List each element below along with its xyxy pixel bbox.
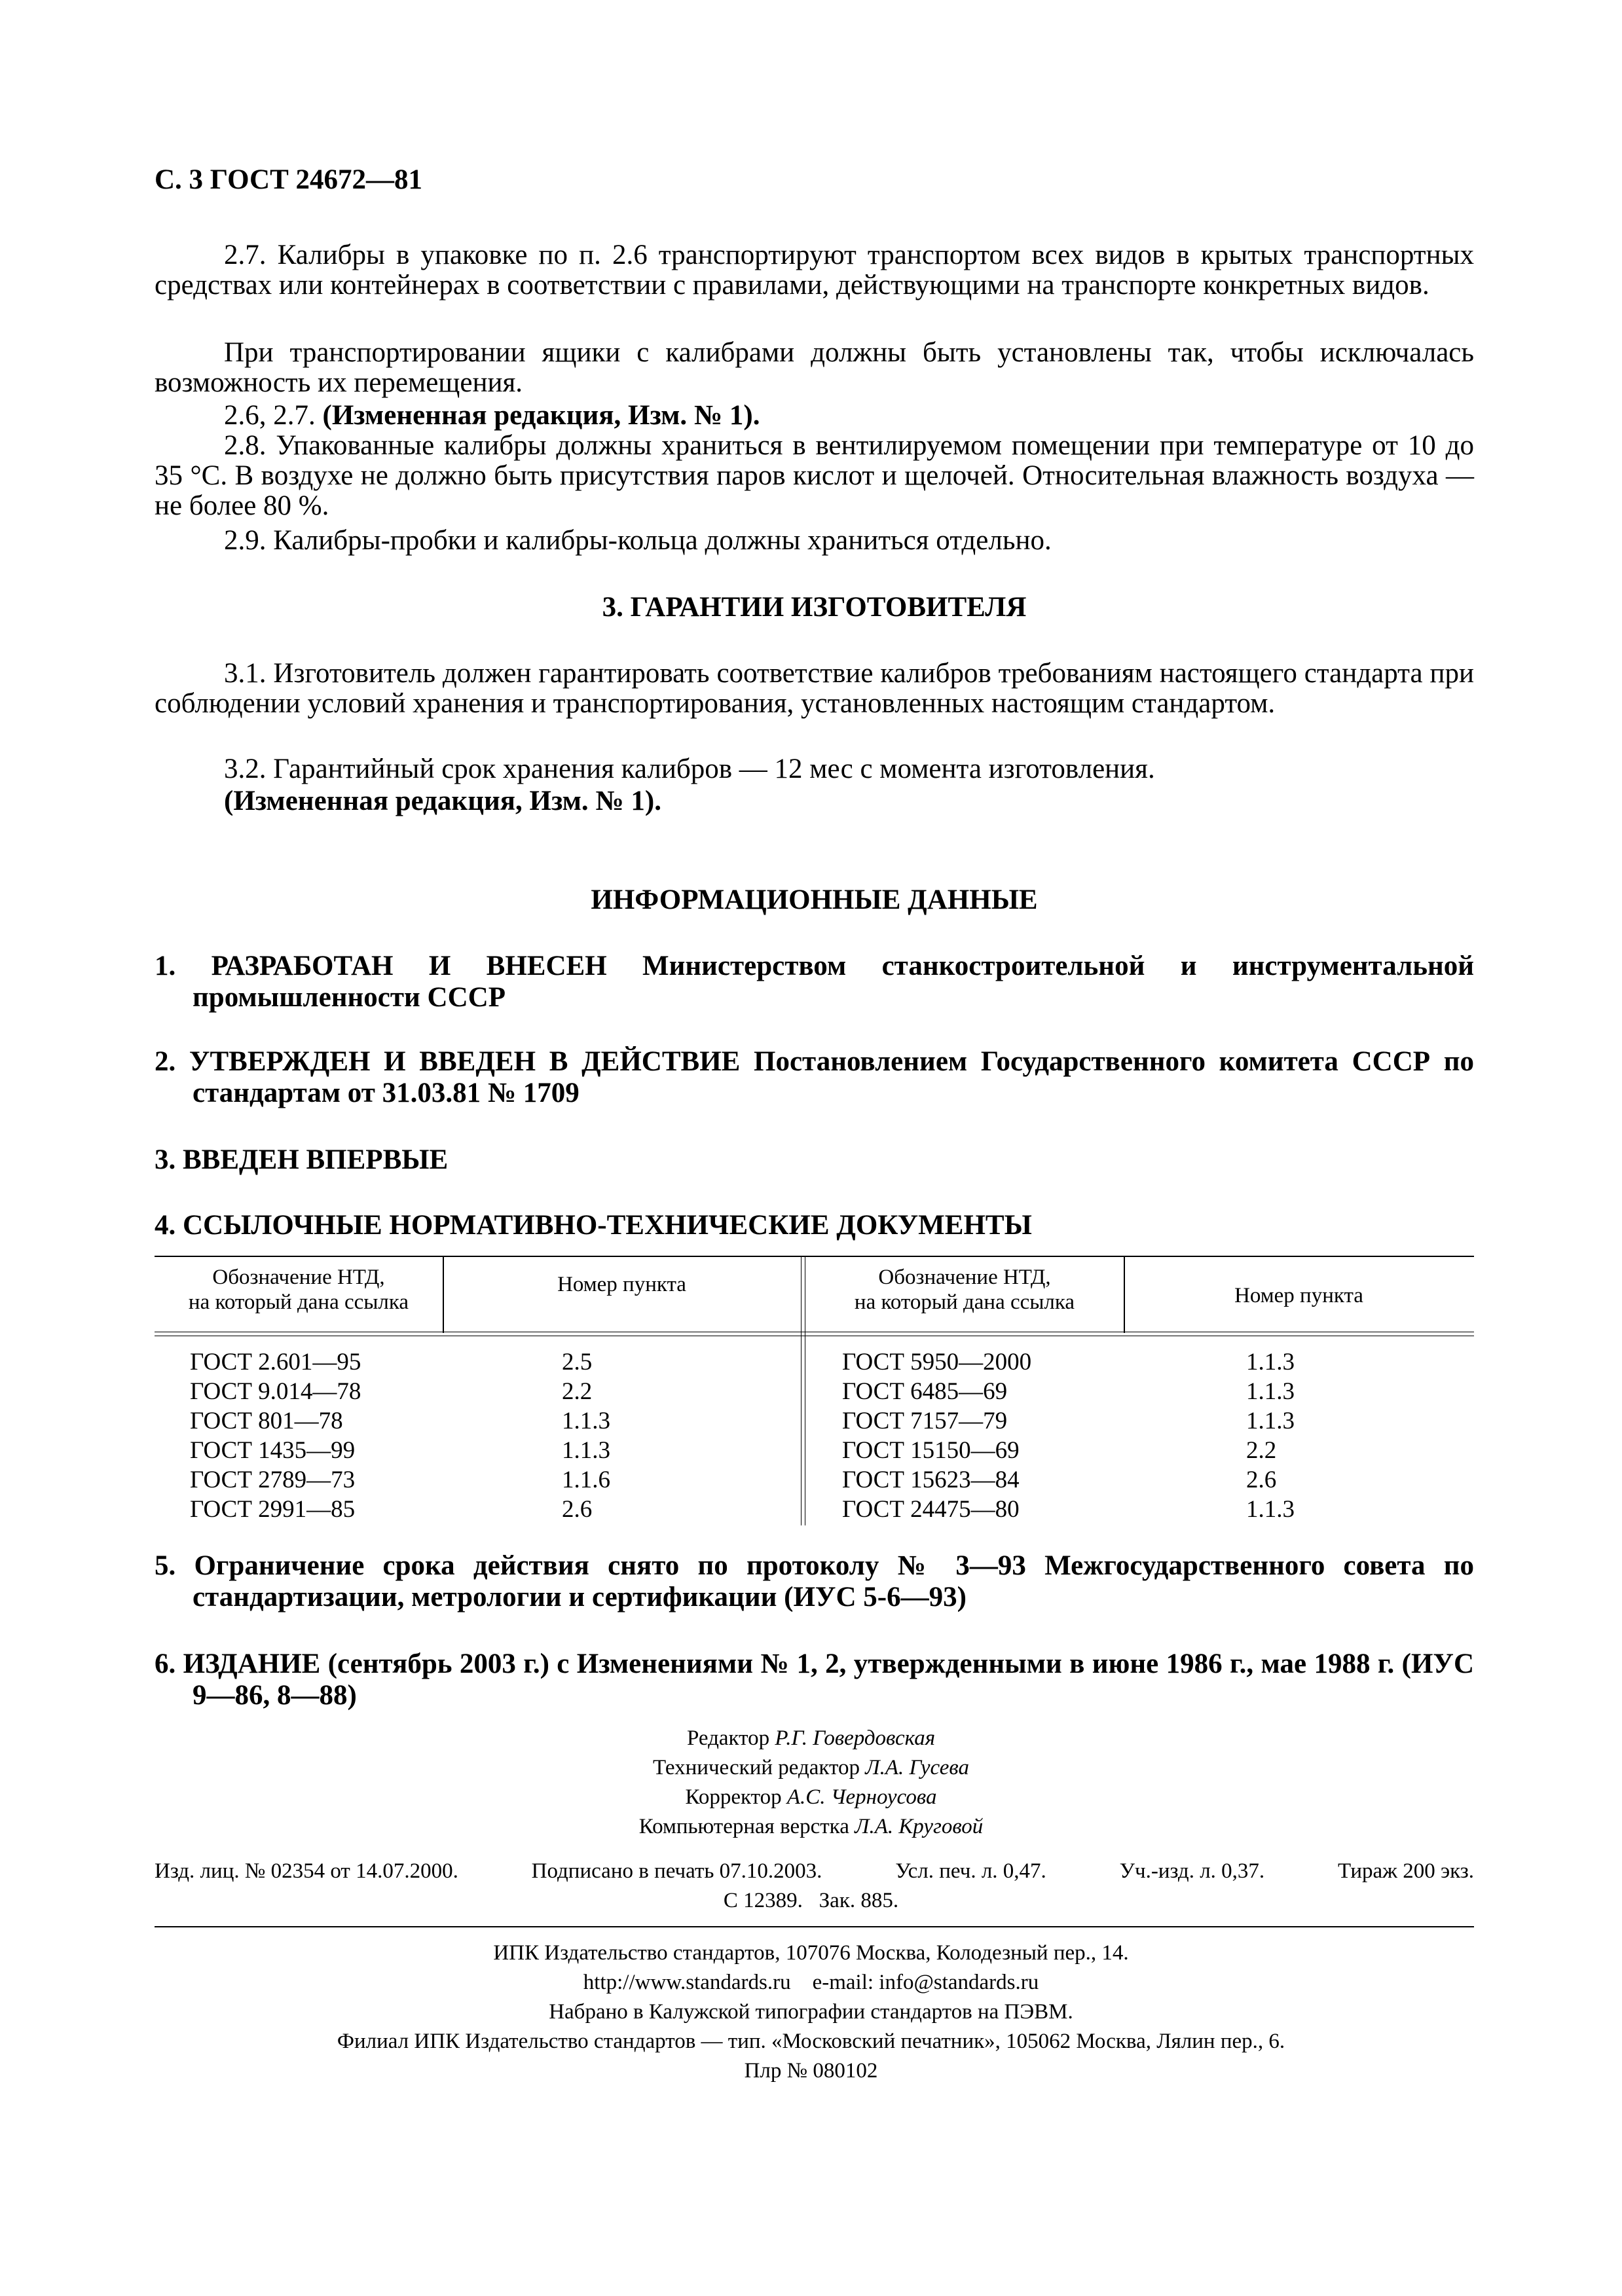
column-right-docs — [842, 1347, 1031, 1524]
imprint-signed: Подписано в печать 07.10.2003. — [531, 1859, 822, 1883]
credit-corrector: Корректор А.С. Черноусова — [685, 1785, 937, 1809]
paragraph-2-7: 2.7. Калибры в упаковке по п. 2.6 транспортируют транспортом всех видов в крытых транспортных средствах или контейнерах в соответствии с правилами, действующими на транспорте конкретных видов. — [155, 240, 1474, 301]
footer-rule — [155, 1926, 1474, 1927]
header-ntd-left: Обозначение НТД, на который дана ссылка — [188, 1266, 409, 1314]
table-cell-right-item: 1.1.3 — [1246, 1496, 1295, 1523]
table-cell-right-item: 1.1.3 — [1246, 1349, 1295, 1376]
imprint-usl: Усл. печ. л. 0,47. — [895, 1859, 1046, 1883]
table-cell-right-item: 1.1.3 — [1246, 1408, 1295, 1434]
info-item-2: 2. УТВЕРЖДЕН И ВВЕДЕН В ДЕЙСТВИЕ Постановлением Государственного комитета СССР по стандартам от 31.03.81 № 1709 — [155, 1046, 1474, 1108]
paragraph-2-8: 2.8. Упакованные калибры должны храниться в вентилируемом помещении при температуре от 10 до 35 °С. В воздухе не должно быть присутствия паров кислот и щелочей. Относительная влажность воздуха — не более 80 %. — [155, 430, 1474, 521]
table-cell-left-item: 2.2 — [562, 1378, 593, 1405]
paragraph-2-7-b: При транспортировании ящики с калибрами должны быть установлены так, чтобы исключалась возможность их перемещения. — [155, 337, 1474, 398]
table-cell-left-item: 1.1.3 — [562, 1437, 610, 1464]
table-cell-left-item: 2.6 — [562, 1496, 593, 1523]
publisher-line-4: Филиал ИПК Издательство стандартов — тип. «Московский печатник», 105062 Москва, Лялин пер., 6. — [337, 2030, 1285, 2053]
column-left-docs — [190, 1347, 361, 1524]
table-cell-right-doc: ГОСТ 15150—69 — [842, 1437, 1020, 1464]
info-item-4: 4. ССЫЛОЧНЫЕ НОРМАТИВНО-ТЕХНИЧЕСКИЕ ДОКУМЕНТЫ — [155, 1210, 1032, 1241]
imprint-tirazh: Тираж 200 экз. — [1338, 1859, 1474, 1883]
section-3-title: 3. ГАРАНТИИ ИЗГОТОВИТЕЛЯ — [602, 592, 1027, 623]
info-item-5: 5. Ограничение срока действия снято по протоколу № 3—93 Межгосударственного совета по стандартизации, метрологии и сертификации (ИУС 5-6—93) — [155, 1550, 1474, 1613]
table-cell-left-doc: ГОСТ 2789—73 — [190, 1467, 356, 1493]
imprint-license: Изд. лиц. № 02354 от 14.07.2000. — [155, 1859, 458, 1883]
info-item-3: 3. ВВЕДЕН ВПЕРВЫЕ — [155, 1144, 449, 1175]
table-cell-right-doc: ГОСТ 7157—79 — [842, 1408, 1008, 1434]
publisher-line-5: Плр № 080102 — [744, 2059, 878, 2083]
table-cell-left-item: 2.5 — [562, 1349, 593, 1376]
table-cell-left-doc: ГОСТ 9.014—78 — [190, 1378, 361, 1405]
table-center-divider-a — [801, 1256, 802, 1525]
table-cell-right-doc: ГОСТ 15623—84 — [842, 1467, 1020, 1493]
imprint-uch: Уч.-изд. л. 0,37. — [1119, 1859, 1265, 1883]
page-header: С. 3 ГОСТ 24672—81 — [155, 164, 423, 195]
table-cell-left-doc: ГОСТ 1435—99 — [190, 1437, 356, 1464]
paragraph-3-2: 3.2. Гарантийный срок хранения калибров — 12 мес с момента изготовления. — [224, 754, 1155, 784]
table-cell-right-doc: ГОСТ 6485—69 — [842, 1378, 1008, 1405]
imprint-line-2: С 12389. Зак. 885. — [723, 1889, 899, 1912]
paragraph-2-9: 2.9. Калибры-пробки и калибры-кольца должны храниться отдельно. — [224, 525, 1052, 556]
credit-tech-editor: Технический редактор Л.А. Гусева — [653, 1756, 969, 1779]
paragraph-3-2-amendment: (Измененная редакция, Изм. № 1). — [224, 786, 661, 816]
imprint-line-1 — [155, 1858, 1474, 1885]
table-cell-right-item: 1.1.3 — [1246, 1378, 1295, 1405]
info-title: ИНФОРМАЦИОННЫЕ ДАННЫЕ — [591, 884, 1038, 915]
table-cell-left-item: 1.1.6 — [562, 1467, 610, 1493]
publisher-line-2: http://www.standards.ru e-mail: info@standards.ru — [583, 1971, 1039, 1994]
publisher-line-1: ИПК Издательство стандартов, 107076 Москва, Колодезный пер., 14. — [493, 1941, 1129, 1965]
credit-layout: Компьютерная верстка Л.А. Круговой — [638, 1815, 984, 1838]
column-right-items — [1246, 1347, 1295, 1524]
amendment-note: (Измененная редакция, Изм. № 1). — [322, 400, 760, 431]
header-item-right: Номер пункта — [1234, 1284, 1363, 1307]
table-top-rule — [155, 1256, 1474, 1257]
table-cell-left-doc: ГОСТ 2991—85 — [190, 1496, 356, 1523]
header-ntd-right: Обозначение НТД, на который дана ссылка — [854, 1266, 1075, 1314]
info-item-6: 6. ИЗДАНИЕ (сентябрь 2003 г.) с Изменениями № 1, 2, утвержденными в июне 1986 г., мае 1988 г. (ИУС 9—86, 8—88) — [155, 1649, 1474, 1711]
paragraph-3-1: 3.1. Изготовитель должен гарантировать соответствие калибров требованиям настоящего стандарта при соблюдении условий хранения и транспортирования, установленных настоящим стандартом. — [155, 658, 1474, 719]
info-item-1: 1. РАЗРАБОТАН И ВНЕСЕН Министерством станкостроительной и инструментальной промышленности СССР — [155, 951, 1474, 1013]
credit-editor: Редактор Р.Г. Говердовская — [686, 1726, 936, 1750]
table-cell-right-doc: ГОСТ 24475—80 — [842, 1496, 1020, 1523]
table-cell-left-item: 1.1.3 — [562, 1408, 610, 1434]
table-cell-left-doc: ГОСТ 801—78 — [190, 1408, 343, 1434]
paragraph-2-6-2-7-amendment — [155, 401, 1474, 431]
column-left-items — [562, 1347, 610, 1524]
amendment-prefix: 2.6, 2.7. — [224, 400, 323, 431]
table-cell-left-doc: ГОСТ 2.601—95 — [190, 1349, 361, 1376]
table-cell-right-doc: ГОСТ 5950—2000 — [842, 1349, 1032, 1376]
table-cell-right-item: 2.2 — [1246, 1437, 1277, 1464]
publisher-line-3: Набрано в Калужской типографии стандартов на ПЭВМ. — [549, 2000, 1073, 2024]
header-item-left: Номер пункта — [557, 1273, 686, 1296]
table-cell-right-item: 2.6 — [1246, 1467, 1277, 1493]
